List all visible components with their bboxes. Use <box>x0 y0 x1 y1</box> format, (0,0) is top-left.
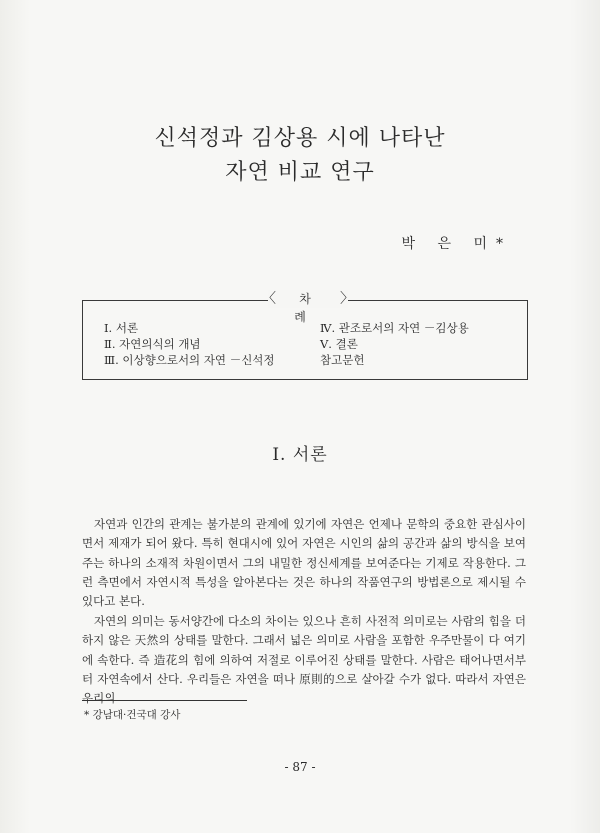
paper-title-line2: 자연 비교 연구 <box>225 160 375 185</box>
right-angle-bracket-icon: 〉 <box>340 291 354 307</box>
page-number: - 87 - <box>284 760 316 774</box>
paragraph-text: 자연의 의미는 동서양간에 다소의 차이는 있으나 흔히 사전적 의미로는 사람의 힘을 더하지 않은 天然의 상태를 말한다. 그래서 넓은 의미로 사람을 포함한 우주만물이 다 여기에 속한다. 즉 造花의 힘에 의하여 저절로 이루어진 상태를 말한다. 사람은 태어나면서부터 자연속에서 산다. 우리들은 자연을 떠나 原則的으로 살아갈 수가 없다. 따라서 자연은 우리의 <box>82 614 526 706</box>
toc-item: Ⅴ. 결론 <box>320 337 358 351</box>
table-of-contents-heading <box>262 290 354 324</box>
toc-item: Ⅲ. 이상향으로서의 자연 －신석정 <box>104 353 275 367</box>
toc-heading-label: 차 례 <box>294 292 327 324</box>
body-paragraph <box>82 612 526 708</box>
toc-item: 참고문헌 <box>320 353 365 367</box>
footnote: * 강남대·건국대 강사 <box>84 709 181 721</box>
toc-item: Ⅱ. 자연의식의 개념 <box>104 337 201 351</box>
toc-item: Ⅳ. 관조로서의 자연 －김상용 <box>320 321 469 335</box>
section-heading: Ⅰ. 서론 <box>272 445 328 465</box>
body-paragraph <box>82 515 526 611</box>
toc-item: Ⅰ. 서론 <box>104 321 139 335</box>
left-angle-bracket-icon: 〈 <box>262 291 276 307</box>
paragraph-text: 자연과 인간의 관계는 불가분의 관계에 있기에 자연은 언제나 문학의 중요한 관심사이면서 제재가 되어 왔다. 특히 현대시에 있어 자연은 시인의 삶의 공간과 삶의 방식을 보여주는 하나의 소재적 차원이면서 그의 내밀한 정신세계를 보여준다는 기제로 작용한다. 그런 측면에서 자연시적 특성을 알아본다는 것은 하나의 작품연구의 방법론으로 제시될 수 있다고 본다. <box>82 517 526 609</box>
paper-title-line1: 신석정과 김상용 시에 나타난 <box>154 126 446 151</box>
footnote-divider <box>82 700 247 701</box>
author-name: 박 은 미* <box>401 236 512 252</box>
